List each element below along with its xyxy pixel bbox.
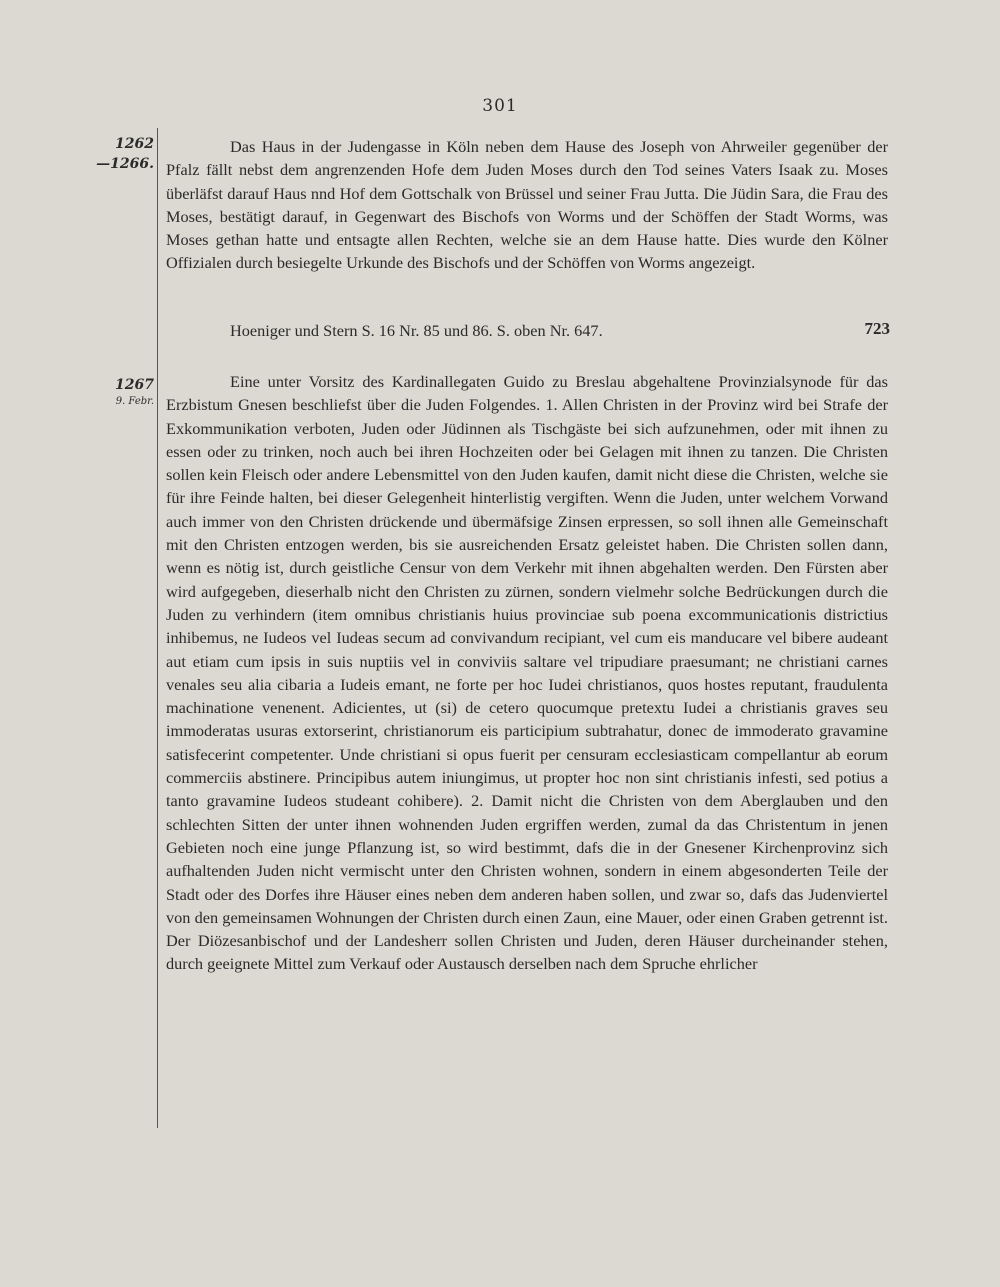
- entry-paragraph: Eine unter Vorsitz des Kardinallegaten Guido zu Breslau abgehaltene Provinzialsynode für das Erzbistum Gnesen beschliefst über die Juden Folgendes. 1. Allen Christen in der Provinz wird bei Strafe der Exkommunikation verboten, Juden oder Jüdinnen als Tischgäste bei sich aufzunehmen, oder mit ihnen zu essen oder zu trinken, noch auch bei ihren Hochzeiten oder bei Gelagen mit ihnen zu tanzen. Die Christen sollen kein Fleisch oder andere Lebensmittel von den Juden kaufen, damit nicht diese die Christen, welche sie für ihre Feinde halten, bei dieser Gelegenheit hinterlistig vergiften. Wenn die Juden, unter welchem Vorwand auch immer von den Christen drückende und übermäfsige Zinsen erpressen, so soll ihnen alle Gemeinschaft mit den Christen entzogen werden, bis sie ausreichenden Ersatz geleistet haben. Die Christen sollen dann, wenn es nötig ist, durch geistliche Censur von dem Verkehr mit ihnen abgehalten werden. Den Fürsten aber wird aufgegeben, dieserhalb nicht den Christen zu zürnen, sondern vielmehr solche Bedrückungen durch die Juden zu verhindern (item omnibus christianis huius provinciae sub poena excommunicationis districtius inhibemus, ne Iudeos vel Iudeas secum ad convivandum recipiant, vel cum eis manducare vel bibere audeant aut etiam cum ipsis in suis nuptiis vel in conviviis saltare vel tripudiare praesumant; ne christiani carnes venales seu alia cibaria a Iudeis emant, ne forte per hoc Iudei christianos, quos hostes reputant, fraudulenta machinatione venenent. Adicientes, ut (si) de cetero quocumque pretextu Iudei a christianis graves seu immoderatas usuras extorserint, christianorum eis participium subtrahatur, donec de immoderato gravamine satisfecerint competenter. Unde christiani si opus fuerit per censuram ecclesiasticam compellantur ab eorum commerciis abstinere. Principibus autem iniungimus, ut propter hoc non sint christianis infesti, sed potius a tanto gravamine Iudeos studeant cohibere). 2. Damit nicht die Christen von dem Aberglauben und den schlechten Sitten der unter ihnen wohnenden Juden ergriffen werden, zumal da das Christentum in jenen Gebieten noch eine junge Pflanzung ist, so wird bestimmt, dafs die in der Gnesener Kirchenprovinz sich aufhaltenden Juden nicht vermischt unter den Christen wohnen, sondern in einem abgesonderten Teile der Stadt oder des Dorfes ihre Häuser eines neben dem anderen haben sollen, und zwar so, dafs das Judenviertel von den gemeinsamen Wohnungen der Christen durch einen Zaun, eine Mauer, oder einen Graben getrennt ist. Der Diözesanbischof und der Landesherr sollen Christen und Juden, deren Häuser durcheinander stehen, durch geeignete Mittel zum Verkauf oder Austausch derselben nach dem Spruche ehrlicher: [166, 372, 888, 974]
- entry-date-line2: 9. Febr.: [115, 396, 154, 407]
- entry-next-text: [166, 370, 888, 976]
- entry-date-line1: 1267: [115, 377, 154, 393]
- entry-date-723: [84, 134, 154, 174]
- entry-date-next: [84, 375, 154, 408]
- entry-reference: Hoeniger und Stern S. 16 Nr. 85 und 86. S. oben Nr. 647.: [230, 321, 603, 340]
- entry-paragraph: Das Haus in der Judengasse in Köln neben dem Hause des Joseph von Ahrweiler gegenüber der Pfalz fällt nebst dem angrenzenden Hofe dem Juden Moses durch den Tod seines Vaters Isaak zu. Moses überläfst darauf Haus nnd Hof dem Gottschalk von Brüssel und seiner Frau Jutta. Die Jüdin Sara, die Frau des Moses, bestätigt darauf, in Gegenwart des Bischofs von Worms und der Schöffen der Stadt Worms, was Moses gethan hatte und entsagte allen Rechten, welche sie an dem Hause hatte. Dies wurde den Kölner Offizialen durch besiegelte Urkunde des Bischofs und der Schöffen von Worms angezeigt.: [166, 137, 888, 273]
- margin-rule: [157, 128, 158, 1128]
- entry-number: 723: [864, 319, 890, 338]
- entry-723-text: [166, 135, 888, 275]
- page-number: 301: [482, 96, 518, 116]
- entry-date-line1: 1262: [115, 136, 154, 152]
- entry-date-line2: —1266.: [96, 156, 154, 172]
